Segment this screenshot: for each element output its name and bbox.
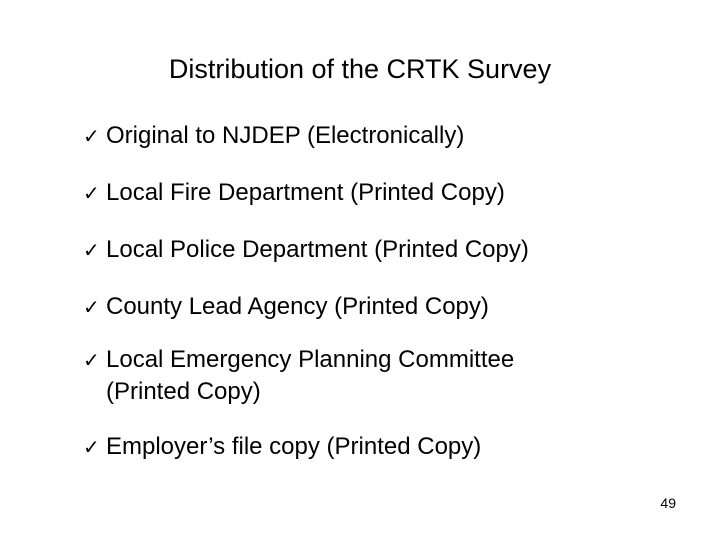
list-item-text (106, 120, 683, 152)
list-item (83, 234, 683, 266)
list-item (83, 291, 683, 323)
list-item-line: Local Emergency Planning Committee (106, 346, 515, 373)
list-item-line: (Printed Copy) (106, 378, 261, 405)
list-item-line: Local Fire Department (Printed Copy) (106, 179, 505, 206)
list-item-text (106, 177, 683, 209)
list-item (83, 344, 683, 408)
list-item-text (106, 431, 683, 463)
checkmark-icon: ✓ (83, 238, 100, 262)
list-item-text (106, 344, 683, 408)
list-item (83, 431, 683, 463)
checkmark-icon: ✓ (83, 295, 100, 319)
list-item-text (106, 291, 683, 323)
slide-number: 49 (660, 495, 676, 511)
list-item-line: Employer’s file copy (Printed Copy) (106, 433, 482, 460)
checkmark-icon: ✓ (83, 124, 100, 148)
list-item-line: Local Police Department (Printed Copy) (106, 236, 529, 263)
list-item-text (106, 234, 683, 266)
list-item-line: County Lead Agency (Printed Copy) (106, 293, 489, 320)
slide-title: Distribution of the CRTK Survey (168, 54, 552, 84)
checkmark-icon: ✓ (83, 348, 100, 372)
list-item (83, 177, 683, 209)
checkmark-icon: ✓ (83, 181, 100, 205)
list-item (83, 120, 683, 152)
checkmark-icon: ✓ (83, 435, 100, 459)
list-item-line: Original to NJDEP (Electronically) (106, 122, 465, 149)
